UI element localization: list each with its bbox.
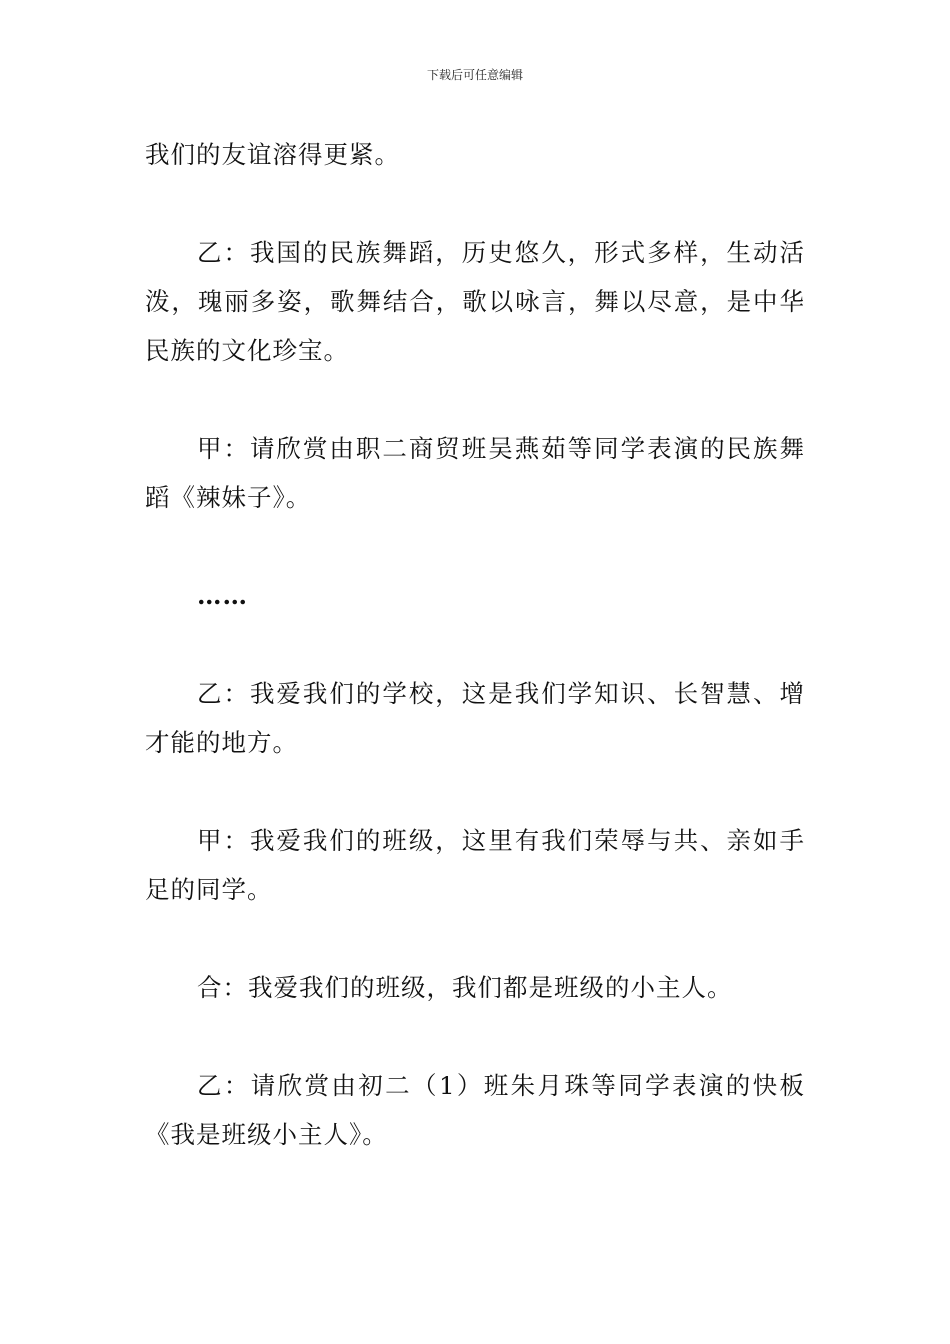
paragraph-dialogue: 合：我爱我们的班级，我们都是班级的小主人。 [197,973,733,1002]
paragraph-continuation: 我们的友谊溶得更紧。 [145,140,400,169]
page-header-note: 下载后可任意编辑 [426,68,523,82]
paragraph-dialogue: 甲：我爱我们的班级，这里有我们荣辱与共、亲如手足的同学。 [145,826,805,904]
paragraph-dialogue: 乙：我爱我们的学校，这是我们学知识、长智慧、增才能的地方。 [145,679,805,757]
paragraph-dialogue: 乙：请欣赏由初二（1）班朱月珠等同学表演的快板《我是班级小主人》。 [145,1071,805,1149]
paragraph-dialogue: 乙：我国的民族舞蹈，历史悠久，形式多样，生动活泼，瑰丽多姿，歌舞结合，歌以咏言，舞以尽意，是中华民族的文化珍宝。 [145,238,805,365]
document-body [145,130,805,1208]
paragraph-ellipsis: …… [197,581,248,610]
paragraph-dialogue: 甲：请欣赏由职二商贸班吴燕茹等同学表演的民族舞蹈《辣妹子》。 [145,434,805,512]
